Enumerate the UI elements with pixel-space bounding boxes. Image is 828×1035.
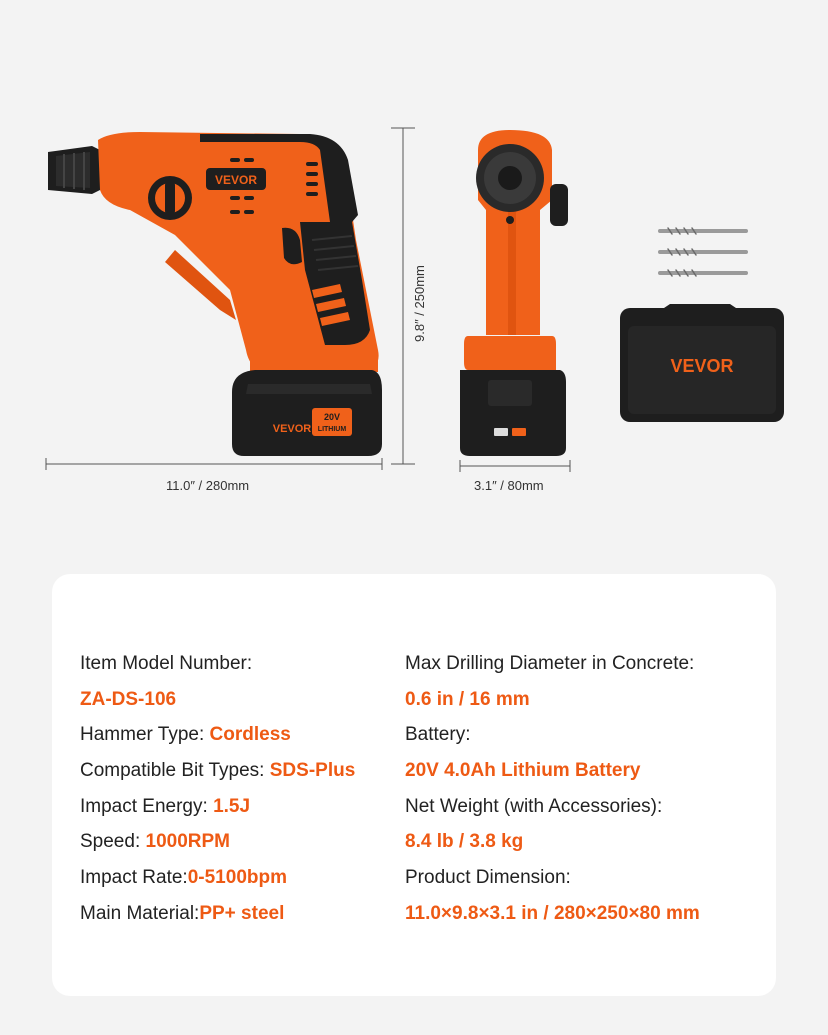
case-brand-logo: VEVOR: [670, 356, 734, 376]
battery-brand-logo: VEVOR: [272, 423, 312, 435]
length-dimension-label: 11.0″ / 280mm: [166, 478, 250, 493]
carrying-case: [620, 304, 784, 422]
spec-row-dimension-label: Product Dimension:: [405, 867, 571, 889]
spec-column-right: [405, 646, 700, 932]
spec-row-battery-value: 20V 4.0Ah Lithium Battery: [405, 760, 641, 782]
svg-text:LITHIUM: LITHIUM: [317, 426, 347, 433]
spec-row-impact-rate: Impact Rate:0-5100bpm: [80, 867, 287, 889]
svg-text:20V: 20V: [323, 412, 341, 422]
spec-row-material: Main Material:PP+ steel: [80, 902, 285, 924]
spec-row-diameter-value: 0.6 in / 16 mm: [405, 688, 530, 710]
spec-row-speed: Speed: 1000RPM: [80, 831, 230, 853]
drill-bits: [660, 228, 746, 276]
spec-card: [52, 574, 776, 996]
spec-row-weight-label: Net Weight (with Accessories):: [405, 795, 663, 817]
spec-row-diameter-label: Max Drilling Diameter in Concrete:: [405, 653, 695, 674]
width-dimension-label: 3.1″ / 80mm: [474, 478, 544, 493]
hammer-drill-front-view: [460, 130, 568, 456]
spec-row-hammer-type: Hammer Type: Cordless: [80, 724, 291, 746]
spec-row-impact-energy: Impact Energy: 1.5J: [80, 795, 251, 817]
spec-row-model-label: Item Model Number:: [80, 653, 253, 674]
spec-row-dimension-value: 11.0×9.8×3.1 in / 280×250×80 mm: [405, 902, 700, 924]
spec-row-battery-label: Battery:: [405, 724, 471, 746]
spec-row-model-value: ZA-DS-106: [80, 688, 177, 710]
spec-row-weight-value: 8.4 lb / 3.8 kg: [405, 831, 524, 853]
spec-column-left: [80, 646, 355, 932]
spec-row-bit-types: Compatible Bit Types: SDS-Plus: [80, 760, 356, 782]
height-dimension-label: 9.8″ / 250mm: [412, 265, 427, 342]
tool-brand-logo: VEVOR: [214, 173, 258, 187]
hammer-drill-side-view: [48, 132, 382, 456]
